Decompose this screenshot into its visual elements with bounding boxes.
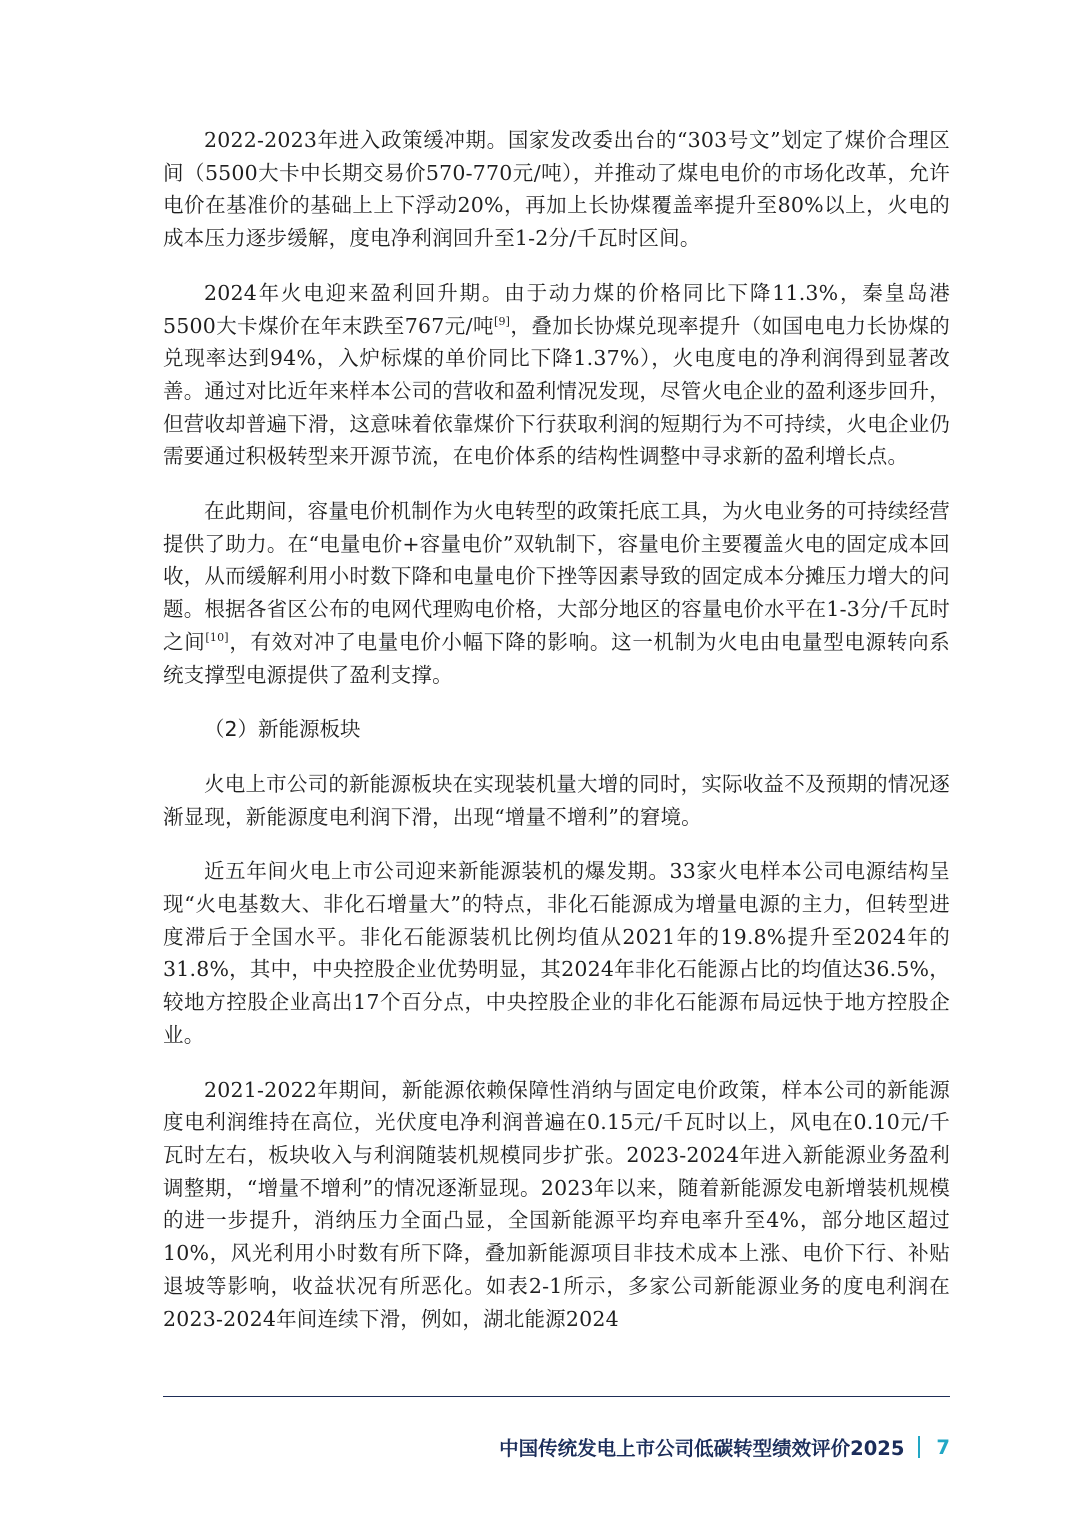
citation-ref[interactable]: [10] (205, 631, 229, 645)
page-footer (499, 1430, 950, 1464)
paragraph-new-energy-intro (163, 768, 950, 833)
footer-separator (918, 1436, 920, 1458)
citation-ref[interactable]: [9] (493, 314, 511, 328)
paragraph-text: 2024年火电迎来盈利回升期。由于动力煤的价格同比下降11.3%，秦皇岛港5500大卡煤价在年末跌至767元/吨 (163, 280, 950, 338)
paragraph-installation-boom (163, 855, 950, 1051)
page-body (163, 124, 950, 1357)
paragraph-capacity-price (163, 495, 950, 691)
paragraph-profit-recovery (163, 277, 950, 473)
paragraph-text: 2021-2022年期间，新能源依赖保障性消纳与固定电价政策，样本公司的新能源度电利润维持在高位，光伏度电净利润普遍在0.15元/千瓦时以上，风电在0.10元/千瓦时左右，板块收入与利润随装机规模同步扩张。2023-2024年进入新能源业务盈利调整期，“增量不增利”的情况逐渐显现。2023年以来，随着新能源发电新增装机规模的进一步提升，消纳压力全面凸显，全国新能源平均弃电率升至4%，部分地区超过10%，风光利用小时数有所下降，叠加新能源项目非技术成本上涨、电价下行、补贴退坡等影响，收益状况有所恶化。如表2-1所示，多家公司新能源业务的度电利润在2023-2024年间连续下滑，例如，湖北能源2024 (163, 1077, 950, 1331)
section-subheading: （2）新能源板块 (204, 717, 361, 742)
paragraph-text: ，有效对冲了电量电价小幅下降的影响。这一机制为火电由电量型电源转向系统支撑型电源提供了盈利支撑。 (163, 629, 950, 687)
paragraph-policy-buffer (163, 124, 950, 255)
paragraph-text: 在此期间，容量电价机制作为火电转型的政策托底工具，为火电业务的可持续经营提供了助力。在“电量电价+容量电价”双轨制下，容量电价主要覆盖火电的固定成本回收，从而缓解利用小时数下降和电量电价下挫等因素导致的固定成本分摊压力增大的问题。根据各省区公布的电网代理购电价格，大部分地区的容量电价水平在1-3分/千瓦时之间 (163, 499, 950, 654)
paragraph-text: 2022-2023年进入政策缓冲期。国家发改委出台的“303号文”划定了煤价合理区间（5500大卡中长期交易价570-770元/吨），并推动了煤电电价的市场化改革，允许电价在基准价的基础上上下浮动20%，再加上长协煤覆盖率提升至80%以上，火电的成本压力逐步缓解，度电净利润回升至1-2分/千瓦时区间。 (163, 128, 950, 251)
footer-divider (163, 1396, 950, 1397)
page-number: 7 (936, 1435, 950, 1459)
footer-title: 中国传统发电上市公司低碳转型绩效评价2025 (499, 1437, 905, 1460)
paragraph-text: 近五年间火电上市公司迎来新能源装机的爆发期。33家火电样本公司电源结构呈现“火电基数大、非化石增量大”的特点，非化石能源成为增量电源的主力，但转型进度滞后于全国水平。非化石能源装机比例均值从2021年的19.8%提升至2024年的31.8%，其中，中央控股企业优势明显，其2024年非化石能源占比的均值达36.5%，较地方控股企业高出17个百分点，中央控股企业的非化石能源布局远快于地方控股企业。 (163, 859, 950, 1047)
paragraph-text: 火电上市公司的新能源板块在实现装机量大增的同时，实际收益不及预期的情况逐渐显现，新能源度电利润下滑，出现“增量不增利”的窘境。 (163, 771, 950, 829)
paragraph-text: ，叠加长协煤兑现率提升（如国电电力长协煤的兑现率达到94%，入炉标煤的单价同比下降1.37%），火电度电的净利润得到显著改善。通过对比近年来样本公司的营收和盈利情况发现，尽管火电企业的盈利逐步回升，但营收却普遍下滑，这意味着依靠煤价下行获取利润的短期行为不可持续，火电企业仍需要通过积极转型来开源节流，在电价体系的结构性调整中寻求新的盈利增长点。 (163, 313, 950, 469)
paragraph-profit-adjustment (163, 1074, 950, 1336)
